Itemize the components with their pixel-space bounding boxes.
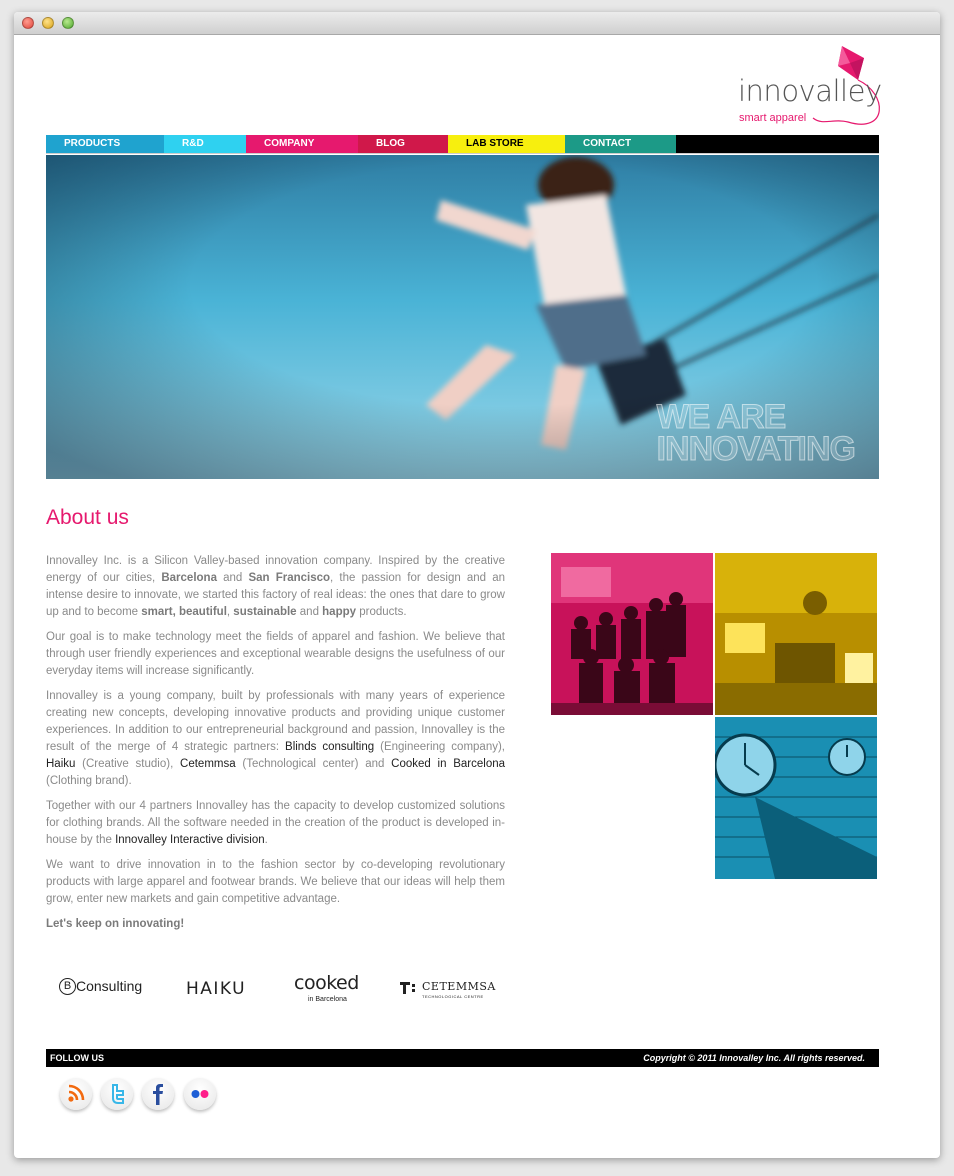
text-span: , the passion for design and an intense desire to innovate, we started this factory of real ideas: the ones that dare to grow up and to become — [46, 572, 506, 618]
cetemmsa-subtitle: TECHNOLOGICAL CENTRE — [422, 994, 484, 999]
text-span: products. — [356, 606, 407, 618]
partner-bconsulting[interactable] — [59, 968, 169, 1008]
main-nav — [46, 135, 879, 153]
link-cooked-in-barcelona[interactable]: Cooked in Barcelona — [391, 758, 506, 770]
photo-team — [551, 553, 713, 715]
bold-barcelona: Barcelona — [161, 572, 217, 584]
flickr-icon[interactable] — [184, 1078, 216, 1110]
partner-cooked[interactable] — [294, 968, 384, 1008]
haiku-wordmark: HAIKU — [186, 979, 247, 999]
photo-collage — [551, 553, 878, 881]
follow-us-label: FOLLOW US — [50, 1053, 104, 1063]
photo-office — [715, 553, 877, 715]
nav-item-company[interactable]: COMPANY — [246, 135, 358, 153]
link-cetemmsa[interactable]: Cetemmsa — [180, 758, 236, 770]
bold-sustainable: sustainable — [233, 606, 297, 618]
about-text — [46, 553, 505, 941]
nav-item-contact[interactable]: CONTACT — [565, 135, 676, 153]
about-paragraph-4 — [46, 798, 505, 849]
nav-item-products[interactable]: PRODUCTS — [46, 135, 164, 153]
minimize-window-button[interactable] — [42, 17, 54, 29]
bconsulting-badge: B — [59, 978, 76, 995]
photo-clocks — [715, 717, 877, 879]
about-paragraph-6 — [46, 916, 505, 933]
nav-divider — [46, 153, 879, 154]
text-span: , — [226, 606, 234, 618]
about-paragraph-1 — [46, 553, 505, 621]
bold-san-francisco: San Francisco — [248, 572, 331, 584]
text-span: (Clothing brand). — [46, 775, 132, 787]
text-span: (Engineering company), — [374, 741, 505, 753]
partner-haiku[interactable] — [186, 968, 266, 1008]
about-paragraph-3 — [46, 688, 505, 790]
nav-item-blog[interactable]: BLOG — [358, 135, 448, 153]
bconsulting-wordmark: Consulting — [76, 978, 143, 994]
nav-item-rnd[interactable]: R&D — [164, 135, 246, 153]
text-span: (Technological center) and — [235, 758, 392, 770]
text-span: and — [296, 606, 323, 618]
cetemmsa-wordmark: CETEMMSA — [422, 980, 496, 993]
bold-happy: happy — [322, 606, 357, 618]
text-span: . — [264, 834, 268, 846]
link-innovalley-interactive[interactable]: Innovalley Interactive division — [115, 834, 265, 846]
zoom-window-button[interactable] — [62, 17, 74, 29]
text-span: Together with our 4 partners Innovalley has the capacity to develop customized solutions for clothing brands. All the software needed in the creation of the product is developed in-house by the — [46, 800, 505, 846]
hero-line-1: WE ARE — [656, 398, 786, 436]
text-span: Innovalley is a young company, built by professionals with many years of experience creating new concepts, developing innovative products and providing unique customer experiences. In addition to our entrepreneurial background and passion, Innovalley is the result of the merge of 4 strategic partners: — [46, 690, 505, 753]
nav-item-lab-store[interactable]: LAB STORE — [448, 135, 565, 153]
about-heading: About us — [46, 506, 129, 529]
about-paragraph-5: We want to drive innovation in to the fashion sector by co-developing revolutionary products with large apparel and footwear brands. We believe that our ideas will help them grow, enter new markets and gain competitive advantage. — [46, 859, 505, 905]
window-titlebar — [14, 12, 940, 35]
cooked-wordmark: cooked — [294, 972, 359, 994]
close-window-button[interactable] — [22, 17, 34, 29]
twitter-icon[interactable] — [101, 1078, 133, 1110]
text-span: and — [216, 572, 249, 584]
site-logo[interactable] — [738, 44, 888, 134]
hero-tagline — [656, 398, 855, 468]
text-span: Innovalley Inc. is a Silicon Valley-based innovation company. Inspired by the creative energy of our cities, — [46, 555, 505, 584]
hero-line-2: INNOVATING — [656, 430, 855, 468]
rss-icon[interactable] — [60, 1078, 92, 1110]
cetemmsa-icon — [400, 980, 420, 996]
bold-smart-beautiful: smart, beautiful — [141, 606, 227, 618]
about-paragraph-2: Our goal is to make technology meet the fields of apparel and fashion. We believe that through user friendly experiences and exceptional wearable designs the usefulness of our everyday items will increase significantly. — [46, 631, 505, 677]
hero-banner — [46, 155, 879, 479]
partner-cetemmsa[interactable] — [400, 968, 510, 1008]
link-haiku[interactable]: Haiku — [46, 758, 76, 770]
logo-wordmark: innovalley — [738, 74, 882, 108]
text-span: (Creative studio), — [75, 758, 181, 770]
partner-logos — [46, 968, 516, 1008]
logo-tagline: smart apparel — [739, 112, 807, 124]
footer-bar — [46, 1049, 879, 1067]
link-blinds-consulting[interactable]: Blinds consulting — [285, 741, 375, 753]
copyright-text: Copyright © 2011 Innovalley Inc. All rights reserved. — [643, 1053, 865, 1063]
closing-line: Let's keep on innovating! — [46, 918, 185, 930]
facebook-icon[interactable] — [142, 1078, 174, 1110]
cooked-subtitle: in Barcelona — [308, 996, 347, 1003]
